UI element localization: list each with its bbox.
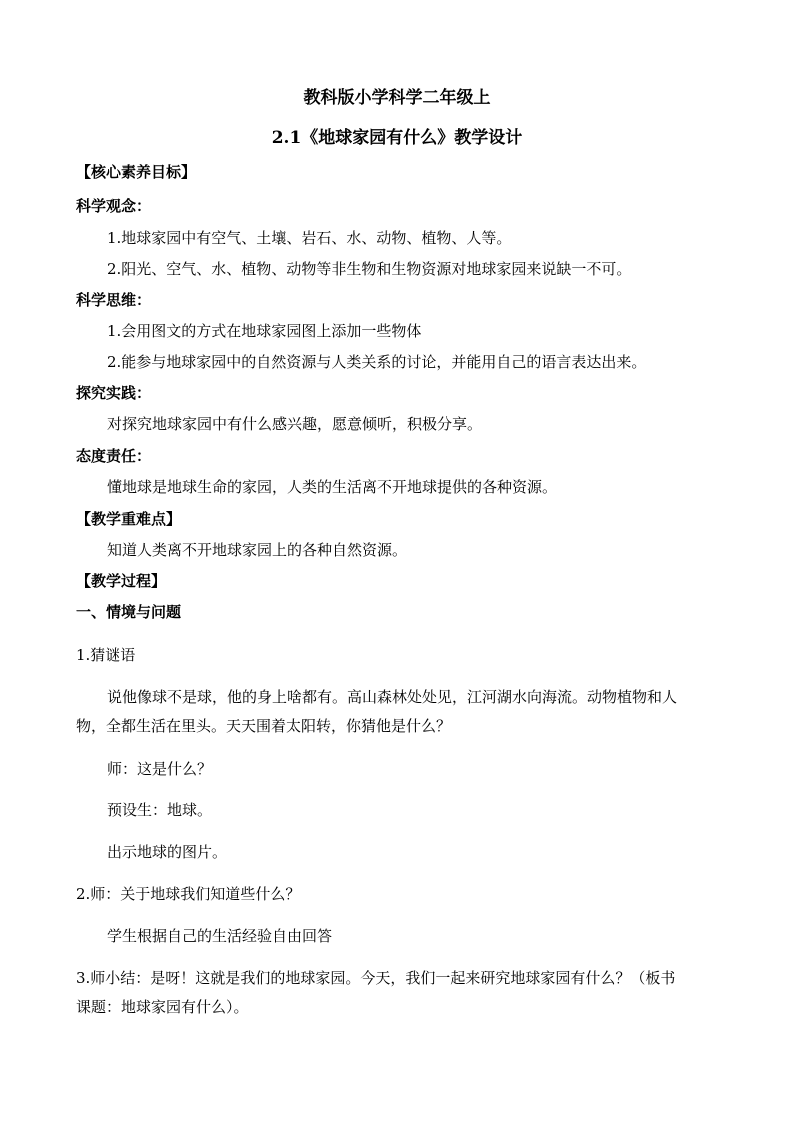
step3-line-1: 3.师小结：是呀！这就是我们的地球家园。今天，我们一起来研究地球家园有什么？（板书 (76, 969, 676, 987)
section-core-heading: 【核心素养目标】 (76, 163, 197, 181)
step2-body: 学生根据自己的生活经验自由回答 (107, 927, 333, 945)
sci-concept-item-1: 1.地球家园中有空气、土壤、岩石、水、动物、植物、人等。 (107, 229, 512, 247)
inquiry-heading: 探究实践： (76, 384, 152, 402)
sci-concept-heading: 科学观念： (76, 197, 152, 215)
riddle-line-2: 物，全都生活在里头。天天围着太阳转，你猜他是什么？ (76, 717, 452, 735)
step2-heading: 2.师：关于地球我们知道些什么？ (76, 885, 301, 903)
section-process-heading: 【教学过程】 (76, 572, 167, 590)
sci-thinking-heading: 科学思维： (76, 291, 152, 309)
doc-title-grade: 教科版小学科学二年级上 (303, 88, 491, 108)
sci-concept-item-2: 2.阳光、空气、水、植物、动物等非生物和生物资源对地球家园来说缺一不可。 (107, 260, 632, 278)
preset-answer: 预设生：地球。 (107, 801, 213, 819)
attitude-heading: 态度责任： (76, 447, 152, 465)
attitude-item-1: 懂地球是地球生命的家园，人类的生活离不开地球提供的各种资源。 (107, 478, 558, 496)
sci-thinking-item-2: 2.能参与地球家园中的自然资源与人类关系的讨论，并能用自己的语言表达出来。 (107, 353, 647, 371)
sci-thinking-item-1: 1.会用图文的方式在地球家园图上添加一些物体 (107, 322, 422, 340)
inquiry-item-1: 对探究地球家园中有什么感兴趣，愿意倾听，积极分享。 (107, 415, 483, 433)
show-picture: 出示地球的图片。 (107, 843, 228, 861)
part1-heading: 一、情境与问题 (76, 603, 182, 621)
step3-line-2: 课题：地球家园有什么）。 (76, 998, 249, 1016)
step1-heading: 1.猜谜语 (76, 646, 136, 664)
doc-title-lesson: 2.1《地球家园有什么》教学设计 (271, 128, 523, 148)
key-item-1: 知道人类离不开地球家园上的各种自然资源。 (107, 541, 408, 559)
riddle-line-1: 说他像球不是球，他的身上啥都有。高山森林处处见，江河湖水向海流。动物植物和人 (107, 688, 678, 706)
section-key-heading: 【教学重难点】 (76, 510, 182, 528)
teacher-question: 师：这是什么？ (107, 760, 213, 778)
